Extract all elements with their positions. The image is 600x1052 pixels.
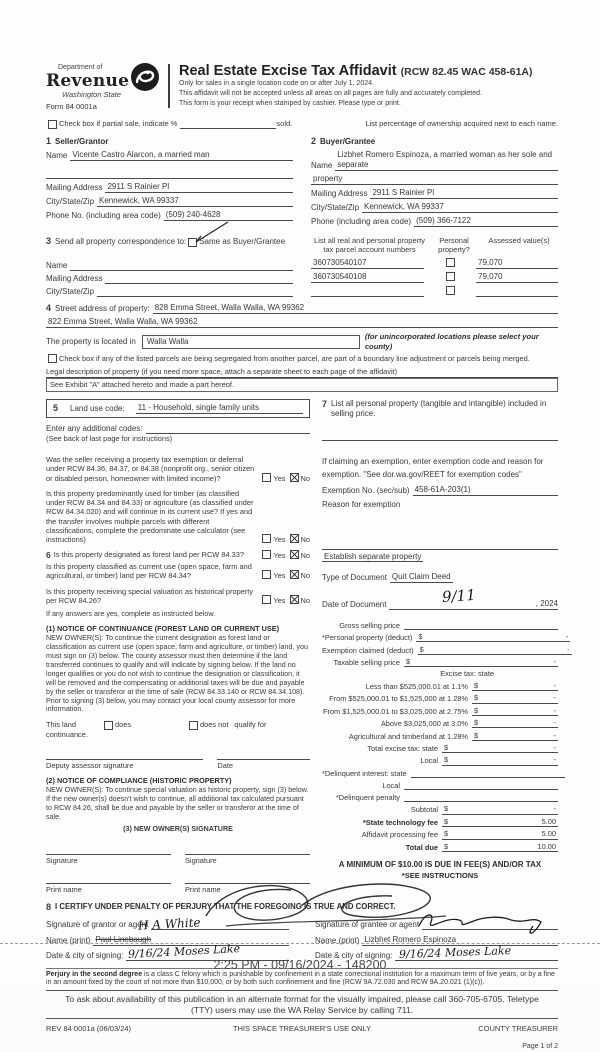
parcel-col3-header: Assessed value(s) xyxy=(488,235,550,245)
tax-value-field[interactable]: $ 5.00 xyxy=(444,816,556,826)
personal-property-checkbox[interactable] xyxy=(446,286,455,295)
parcel-table xyxy=(311,236,558,297)
section-7-personal-property xyxy=(322,399,558,419)
grantor-date-label: Date & city of signing: xyxy=(46,950,124,960)
no-checkbox[interactable] xyxy=(290,550,299,559)
land-qualify-row: This land does does not qualify for xyxy=(46,720,267,730)
section-7-number: 7 xyxy=(322,398,328,409)
scan-separator-line xyxy=(0,943,600,944)
buyer-name-field[interactable]: Lizbhet Romero Espinoza, a married woman as her sole and separate xyxy=(335,150,558,171)
buyer-mailing-label: Mailing Address xyxy=(311,188,368,198)
alternate-format-notice: To ask about availability of this publication in an alternate format for the visually impaired, please call 360-705-6705. Teletype (TTY) users may use the WA Relay Service by calling 711. xyxy=(46,994,558,1018)
continuance-label: continuance. xyxy=(46,729,88,739)
no-checkbox[interactable] xyxy=(290,595,299,604)
tax-value-field[interactable]: $ - xyxy=(474,730,556,740)
grantor-signature-label: Signature of grantor or agent xyxy=(46,919,149,929)
assessed-value-field[interactable] xyxy=(476,287,558,297)
no-checkbox[interactable] xyxy=(290,570,299,579)
tax-value-field[interactable] xyxy=(411,768,565,778)
reet-affidavit-form xyxy=(46,63,570,1052)
perjury-notice: Perjury in the second degree is a class C felony which is punishable by confinement in a state correctional institution for a maximum term of five years, or by a fine in an amount fixed by the court of not more than $10,000, or by both such confinement and fine (RCW 9A.72.030 and RCW 9A.20.021 (1)(c)). xyxy=(46,968,558,992)
treasurer-space-label: THIS SPACE TREASURER'S USE ONLY xyxy=(232,1023,372,1033)
personal-property-list-field[interactable] xyxy=(322,431,558,441)
ownership-note: List percentage of ownership acquired next to each name. xyxy=(365,119,558,129)
correspondence-city-field[interactable] xyxy=(97,287,293,297)
segregated-checkbox[interactable] xyxy=(48,354,57,363)
segregated-label: Check box if any of the listed parcels are being segregated from another parcel, are part of a boundary line adjustment or parcels being merged. xyxy=(59,354,530,364)
grantee-date-label: Date & city of signing: xyxy=(315,950,393,960)
doc-type-label: Type of Document xyxy=(322,572,387,582)
section-3-correspondence xyxy=(46,236,293,297)
header-note-2: This affidavit will not be accepted unless all areas on all pages are fully and accurately completed. xyxy=(179,89,482,97)
section-2-number: 2 xyxy=(311,135,317,146)
county-select[interactable]: Walla Walla xyxy=(142,335,360,349)
question-forest-land: 6 Is this property designated as forest land per RCW 84.33? Yes No xyxy=(46,550,310,561)
section-1-title: Seller/Grantor xyxy=(55,136,109,146)
deputy-date-field[interactable] xyxy=(217,749,310,760)
grantor-date-handwriting: 9/16/24 Moses Lake xyxy=(127,941,241,961)
seller-name-field[interactable]: Vicente Castro Alarcon, a married man xyxy=(70,150,293,161)
tax-value-field[interactable]: $ - xyxy=(419,644,570,654)
correspondence-mailing-field[interactable] xyxy=(105,274,293,284)
question-text: Is this property designated as forest land per RCW 84.33? xyxy=(53,550,244,560)
tax-value-field[interactable]: $ - xyxy=(444,804,556,814)
correspondence-name-field[interactable] xyxy=(70,261,293,271)
question-historical: Is this property receiving special valuation as historical property per RCW 84.26? Yes No xyxy=(46,586,310,605)
section-6-number: 6 xyxy=(46,550,51,561)
form-title-rcw: (RCW 82.45 WAC 458-61A) xyxy=(400,66,533,78)
form-footer xyxy=(46,1024,558,1033)
rev-number: REV 84 0001a (06/03/24) xyxy=(46,1023,132,1033)
tax-value-field[interactable]: $ 10.00 xyxy=(444,841,556,851)
yes-checkbox[interactable] xyxy=(262,570,271,579)
street-address-field-2[interactable]: 822 Emma Street, Walla Walla, WA 99362 xyxy=(46,317,558,328)
question-timber-agriculture: Is this property predominantly used for timber (as classified under RCW 84.34 and 84.33) or agriculture (as classified under RCW 84.34.020) and will continue in its current use? If yes and the transfer involves multiple parcels with different classifications, complete the predominate use calculator (see instructions) Yes No xyxy=(46,488,310,545)
correspondence-mailing-label: Mailing Address xyxy=(46,274,103,283)
street-address-label: Street address of property: xyxy=(55,304,150,314)
seller-city-label: City/State/Zip xyxy=(46,196,95,206)
agency-line3: Washington State xyxy=(62,89,122,99)
seller-city-field[interactable]: Kennewick, WA 99337 xyxy=(97,196,293,207)
seller-phone-label: Phone No. (including area code) xyxy=(46,210,161,220)
header-note-1: Only for sales in a single location code on or after July 1, 2024. xyxy=(179,80,374,88)
no-checkbox[interactable] xyxy=(290,473,299,482)
if-yes-note: If any answers are yes, complete as instructed below. xyxy=(46,610,216,619)
seller-mailing-field[interactable]: 2911 S Rainier Pl xyxy=(105,182,293,193)
assessed-value-field[interactable]: 79,070 xyxy=(476,258,558,269)
yes-checkbox[interactable] xyxy=(262,550,271,559)
tax-value-field[interactable]: $ - xyxy=(474,693,556,703)
notice-1-title: (1) NOTICE OF CONTINUANCE (FOREST LAND OR CURRENT USE) xyxy=(46,624,280,634)
notice-1-body: NEW OWNER(S): To continue the current designation as forest land or classification as current use (open space, farm and agriculture, or timber) land, you must sign on (3) below. The county assessor must then determine if the land transferred continues to qualify and will indicate by signing below. If the land no longer qualifies or you do not wish to continue the designation or classification, it will be removed and the compensating or additional taxes will be due and payable by the seller or transferor at the time of sale (RCW 84.33.140 or RCW 84.34.108). Prior to signing (3) below, you may contact your local county assessor for more information. xyxy=(46,633,308,714)
section-3-number: 3 xyxy=(46,235,52,246)
street-address-field[interactable]: 828 Emma Street, Walla Walla, WA 99362 xyxy=(153,303,558,314)
tax-value-field[interactable]: $ - xyxy=(474,718,556,728)
section-7-text: List all personal property (tangible and intangible) included in selling price. xyxy=(331,398,547,418)
title-block xyxy=(168,64,533,108)
does-not-checkbox[interactable] xyxy=(189,721,198,730)
doc-type-field[interactable]: Quit Claim Deed xyxy=(391,571,451,581)
section-5-land-use xyxy=(46,399,310,418)
seller-name-field-2[interactable] xyxy=(46,169,293,179)
legal-description-label: Legal description of property (if you need more space, attach a separate sheet to each page of the affidavit) xyxy=(46,367,558,377)
partial-sale-label: Check box if partial sale, indicate % xyxy=(59,119,178,129)
correspondence-city-label: City/State/Zip xyxy=(46,287,95,296)
tax-computation-table: Gross selling price *Personal property (deduct) $ - Exemption claimed (deduct) $ - Taxable selling price $ - Excise tax: state Less than $525,000.01 at 1.1% $ - From $525,000.01 to $1,525,000 at 1.28% $ - From $1,525,000.01 to $3,025,000 at 2.75% $ - Above $3,025,000 at 3.0% $ - Agricultural and timberland at 1.28% $ - Total excise tax: state $ - Local $ - *Delinquent interest: state Local *Delinquent penalty Subtotal $ - *State technology fee $ 5.00 Affidavit processing fee $ 5.00 Total due $ 10.00 xyxy=(322,620,570,852)
exemption-no-field[interactable]: 458-61A-203(1) xyxy=(413,485,558,496)
form-title xyxy=(179,64,533,79)
minimum-due-note: A MINIMUM OF $10.00 IS DUE IN FEE(S) AND/OR TAX xyxy=(338,860,542,870)
assessed-value-field[interactable]: 79,070 xyxy=(476,272,558,283)
reason-for-exemption-label: Reason for exemption xyxy=(322,499,401,509)
doc-date-year: , 2024 xyxy=(535,598,558,608)
tax-value-field[interactable]: $ 5.00 xyxy=(444,829,556,839)
yes-checkbox[interactable] xyxy=(262,534,271,543)
page-number: Page 1 of 2 xyxy=(522,1042,558,1050)
parcel-number-field[interactable] xyxy=(311,287,424,297)
question-text: Is this property predominantly used for timber (as classified under RCW 84.34 and 84.33) or agriculture (as classified under RCW 84.34.020) and will continue in its current use? If yes and the transfer involves multiple parcels with different classifications, complete the predominate use calculator (see instructions) xyxy=(46,488,254,545)
section-1-seller xyxy=(46,136,293,227)
buyer-phone-field[interactable]: (509) 366-7122 xyxy=(414,216,558,227)
no-checkbox[interactable] xyxy=(290,534,299,543)
left-column xyxy=(46,399,310,895)
question-current-use: Is this property classified as current use (open space, farm and agricultural, or timber) land per RCW 84.34? Yes No xyxy=(46,562,310,581)
partial-sale-row xyxy=(46,119,558,129)
buyer-name-field-2[interactable]: property xyxy=(311,174,558,185)
form-number: Form 84 0001a xyxy=(46,102,97,112)
see-instructions-note: *SEE INSTRUCTIONS xyxy=(401,871,479,881)
additional-codes-note: (See back of last page for instructions) xyxy=(46,433,173,443)
right-column xyxy=(322,398,570,895)
form-header xyxy=(46,64,558,112)
tax-value-field[interactable] xyxy=(404,780,558,790)
question-exemption-deferral: Was the seller receiving a property tax exemption or deferral under RCW 84.36, 84.37, or 84.38 (nonprofit org., senior citizen or disabled person, homeowner with limited income)? Yes No xyxy=(46,455,310,483)
county-treasurer-label: COUNTY TREASURER xyxy=(478,1023,559,1033)
tax-value-field[interactable] xyxy=(404,792,558,802)
tax-value-field[interactable] xyxy=(404,620,558,630)
reason-field[interactable] xyxy=(322,540,558,550)
tax-value-field[interactable]: $ - xyxy=(474,705,556,715)
header-note-3: This form is your receipt when stamped by cashier. Please type or print. xyxy=(179,99,401,107)
partial-sale-checkbox[interactable] xyxy=(48,120,57,129)
grantor-signature-scribble xyxy=(196,876,456,932)
tax-value-field[interactable]: $ - xyxy=(444,755,556,765)
grantor-name-handwriting: H A White xyxy=(137,914,201,933)
personal-property-checkbox[interactable] xyxy=(446,272,455,281)
parcel-number-field[interactable]: 360730540107 xyxy=(311,258,424,269)
handwritten-checkmark xyxy=(194,220,234,246)
tax-value-field[interactable]: $ - xyxy=(474,680,556,690)
deputy-signature-field[interactable] xyxy=(46,749,203,760)
grantee-printname-field[interactable]: Lizbhet Romero Espinoza xyxy=(362,935,558,946)
owner-signature-field[interactable] xyxy=(46,844,171,855)
section-8-certify xyxy=(46,902,558,960)
same-as-buyer-label: Same as Buyer/Grantee xyxy=(199,237,286,246)
section-5-number: 5 xyxy=(53,402,59,413)
tax-value-field[interactable]: $ - xyxy=(406,656,556,666)
section-8-number: 8 xyxy=(46,902,52,913)
section-4-number: 4 xyxy=(46,303,52,313)
agency-line2: Revenue xyxy=(46,70,130,91)
legal-description-field[interactable]: See Exhibit "A" attached hereto and made a part hereof. xyxy=(46,378,558,392)
owner-signature-field[interactable] xyxy=(185,844,310,855)
notice-3-title: (3) NEW OWNER(S) SIGNATURE xyxy=(123,824,233,833)
seller-phone-field[interactable]: (509) 240-4628 xyxy=(164,210,293,221)
notice-2-body: NEW OWNER(S): To continue special valuation as historic property, sign (3) below. If the new owner(s) doesn't wish to continue, all additional tax calculated pursuant to RCW 84.26, shall be due and payable by the seller or transferor at the time of sale. xyxy=(46,786,309,821)
land-use-field[interactable]: 11 - Household, single family units xyxy=(136,403,303,414)
section-2-title: Buyer/Grantee xyxy=(320,136,376,146)
buyer-city-field[interactable]: Kennewick, WA 99337 xyxy=(362,202,558,213)
dor-logo-block xyxy=(46,64,164,112)
owner-printname-row: Print name Print name xyxy=(46,873,310,894)
additional-codes-label: Enter any additional codes: xyxy=(46,423,143,433)
deputy-assessor-row: Deputy assessor signature Date xyxy=(46,749,310,770)
question-text: Was the seller receiving a property tax exemption or deferral under RCW 84.36, 84.37, or 84.38 (nonprofit org., senior citizen or disabled person, homeowner with limited income)? xyxy=(46,455,255,483)
owner-printname-field[interactable] xyxy=(46,873,171,884)
seller-name-label: Name xyxy=(46,150,68,160)
parcel-number-field[interactable]: 360730540108 xyxy=(311,272,424,283)
grantee-printname-label: Name (print) xyxy=(315,935,360,945)
scan-timestamp: 2:25 PM - 09/16/2024 - 148200 xyxy=(213,958,387,972)
personal-property-checkbox[interactable] xyxy=(446,258,455,267)
partial-sale-percent-field[interactable] xyxy=(180,119,276,129)
agency-line1: Department of xyxy=(58,64,103,71)
tax-value-field[interactable]: $ - xyxy=(418,632,569,642)
additional-codes-field[interactable] xyxy=(146,424,310,434)
section-2-buyer xyxy=(311,136,558,227)
parcel-row xyxy=(311,272,558,283)
section-1-number: 1 xyxy=(46,135,52,146)
parcel-col1-header: List all real and personal property tax parcel account numbers xyxy=(314,235,425,255)
grantor-printname-label: Name (print) xyxy=(46,935,91,945)
exemption-no-label: Exemption No. (sec/sub) xyxy=(322,485,410,495)
dor-logo-icon xyxy=(130,62,160,92)
certify-statement: I CERTIFY UNDER PENALTY OF PERJURY THAT THE FOREGOING IS TRUE AND CORRECT. xyxy=(55,902,396,912)
located-in-note: (for unincorporated locations please select your county) xyxy=(364,332,539,351)
reason-value[interactable]: Establish separate property xyxy=(324,551,422,561)
doc-date-handwriting: 9/11 xyxy=(441,585,477,607)
section-4-property xyxy=(46,303,558,392)
question-text: Is this property receiving special valuation as historical property per RCW 84.26? xyxy=(46,586,254,605)
section-3-label: Send all property correspondence to: xyxy=(55,237,187,246)
seller-mailing-label: Mailing Address xyxy=(46,182,103,192)
land-use-label: Land use code: xyxy=(70,403,125,413)
parcel-row xyxy=(311,258,558,269)
partial-sale-suffix: sold. xyxy=(276,119,293,129)
yes-checkbox[interactable] xyxy=(262,473,271,482)
grantee-signature-label: Signature of grantee or agent xyxy=(315,919,420,929)
located-in-label: The property is located in xyxy=(46,336,136,346)
correspondence-name-label: Name xyxy=(46,261,68,270)
buyer-mailing-field[interactable]: 2911 S Rainier Pl xyxy=(370,188,558,199)
grantor-printname-field[interactable]: Paul Linebaugh xyxy=(93,935,289,946)
parcel-col2-header: Personal property? xyxy=(438,235,470,255)
buyer-phone-label: Phone (including area code) xyxy=(311,216,412,226)
doc-date-label: Date of Document xyxy=(322,599,387,609)
question-text: Is this property classified as current use (open space, farm and agricultural, or timber) land per RCW 84.34? xyxy=(46,562,252,581)
grantee-date-handwriting: 9/16/24 Moses Lake xyxy=(398,943,512,961)
tax-value-field[interactable]: $ - xyxy=(444,743,556,753)
parcel-row xyxy=(311,286,558,297)
exemption-intro: If claiming an exemption, enter exemption code and reason for exemption. "See dor.wa.gov/REET for exemption codes" xyxy=(322,456,544,480)
buyer-name-label: Name xyxy=(311,160,333,170)
notice-2-title: (2) NOTICE OF COMPLIANCE (HISTORIC PROPERTY) xyxy=(46,776,232,786)
does-checkbox[interactable] xyxy=(104,721,113,730)
owner-signature-row: Signature Signature xyxy=(46,844,310,865)
buyer-city-label: City/State/Zip xyxy=(311,202,360,212)
yes-checkbox[interactable] xyxy=(262,595,271,604)
form-title-text: Real Estate Excise Tax Affidavit xyxy=(179,63,397,79)
